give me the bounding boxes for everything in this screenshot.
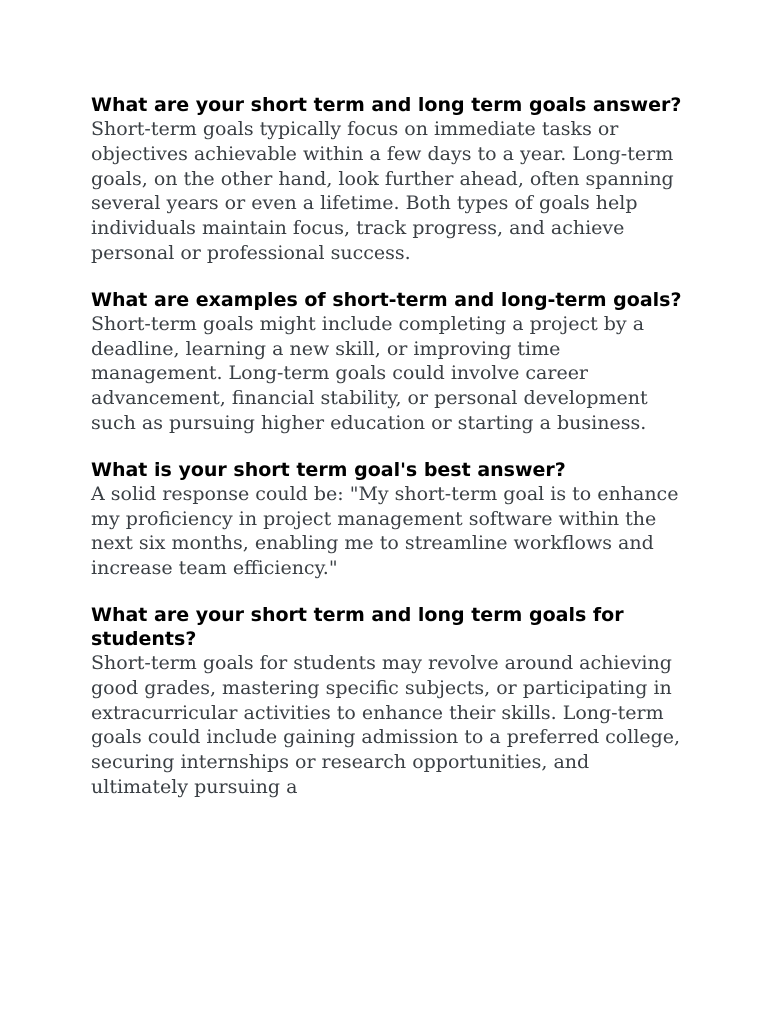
- faq-item: [91, 93, 691, 266]
- faq-question: What are examples of short-term and long-term goals?: [91, 288, 682, 311]
- faq-question: What are your short term and long term goals answer?: [91, 94, 682, 116]
- faq-answer: Short-term goals might include completing a project by a deadline, learning a new skill, or improving time management. Long-term goals could involve career advancement, financial stability, or personal development such as pursuing higher education or starting a business.: [91, 312, 648, 434]
- faq-answer: Short-term goals for students may revolve around achieving good grades, mastering specific subjects, or participating in extracurricular activities to enhance their skills. Long-term goals could include gaining admission to a preferred college, securing internships or research opportunities, and ultimately pursuing a: [91, 651, 681, 798]
- faq-item: [91, 458, 691, 581]
- faq-question: What is your short term goal's best answer?: [91, 458, 566, 481]
- faq-question: What are your short term and long term goals for students?: [91, 603, 624, 650]
- faq-answer: Short-term goals typically focus on immediate tasks or objectives achievable within a few days to a year. Long-term goals, on the other hand, look further ahead, often spanning several years or even a lifetime. Both types of goals help individuals maintain focus, track progress, and achieve personal or professional success.: [91, 118, 674, 264]
- faq-item: [91, 603, 691, 800]
- faq-item: [91, 288, 691, 436]
- document-page: [91, 93, 691, 822]
- faq-answer: A solid response could be: "My short-term goal is to enhance my proficiency in project management software within the next six months, enabling me to streamline workflows and increase team efficiency.": [91, 482, 679, 580]
